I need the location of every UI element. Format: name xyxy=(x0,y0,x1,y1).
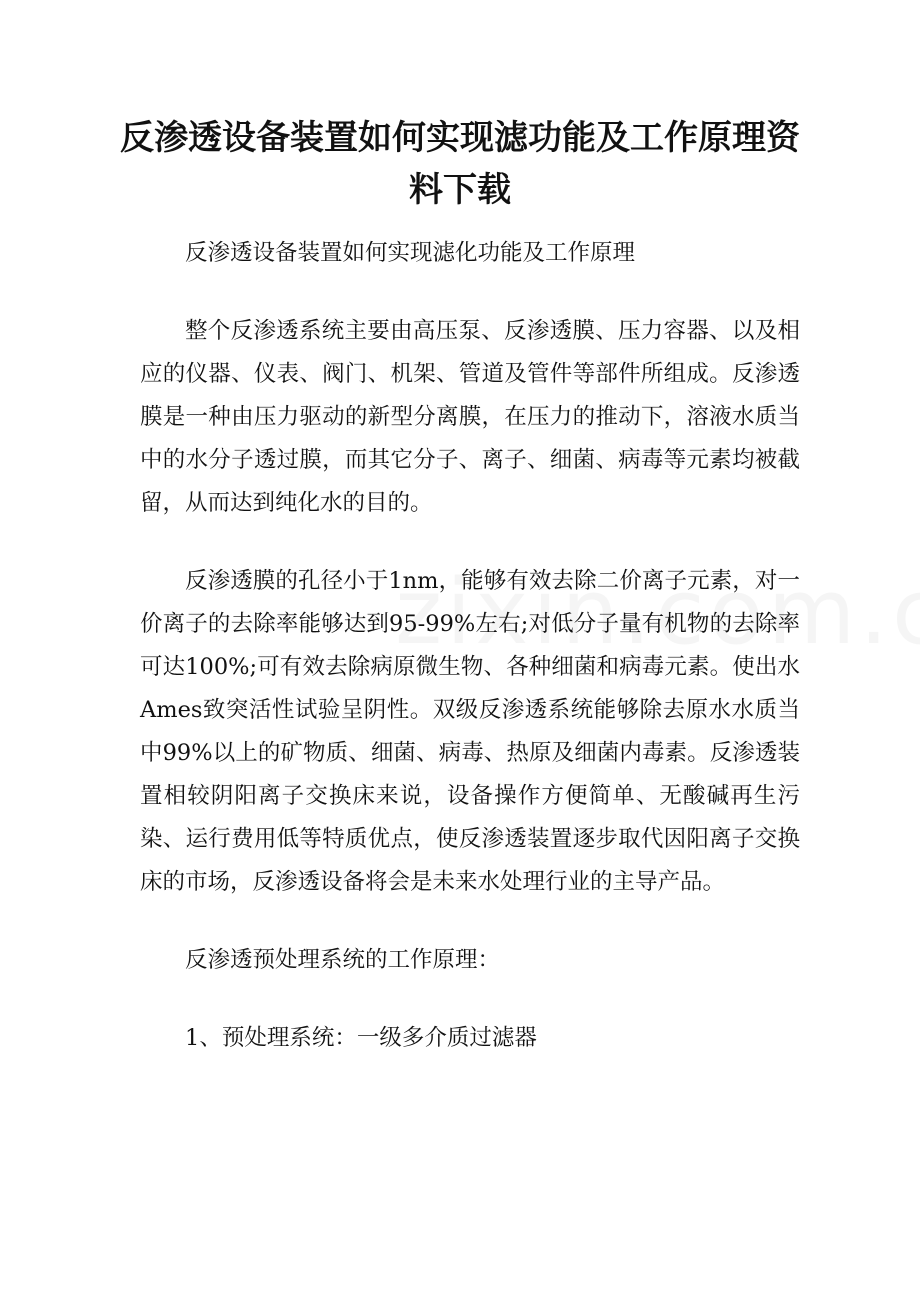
paragraph-subtitle: 反渗透设备装置如何实现滤化功能及工作原理 xyxy=(185,240,636,266)
document-body xyxy=(140,232,800,1095)
paragraph-pretreatment-step-1: 1、预处理系统：一级多介质过滤器 xyxy=(185,1025,537,1051)
paragraph-system-overview: 整个反渗透系统主要由高压泵、反渗透膜、压力容器、以及相应的仪器、仪表、阀门、机架、管道及管件等部件所组成。反渗透膜是一种由压力驱动的新型分离膜，在压力的推动下，溶液水质当中的水分子透过膜，而其它分子、离子、细菌、病毒等元素均被截留，从而达到纯化水的目的。 xyxy=(140,318,800,516)
document-title: 反渗透设备装置如何实现滤功能及工作原理资料下载 xyxy=(120,118,800,210)
paragraph-pretreatment-heading: 反渗透预处理系统的工作原理： xyxy=(185,947,501,973)
paragraph-membrane-performance: 反渗透膜的孔径小于1nm，能够有效去除二价离子元素，对一价离子的去除率能够达到95-99%左右;对低分子量有机物的去除率可达100%;可有效去除病原微生物、各种细菌和病毒元素。使出水Ames致突活性试验呈阴性。双级反渗透系统能够除去原水水质当中99%以上的矿物质、细菌、病毒、热原及细菌内毒素。反渗透装置相较阴阳离子交换床来说，设备操作方便简单、无酸碱再生污染、运行费用低等特质优点，使反渗透装置逐步取代因阳离子交换床的市场，反渗透设备将会是未来水处理行业的主导产品。 xyxy=(140,568,800,895)
